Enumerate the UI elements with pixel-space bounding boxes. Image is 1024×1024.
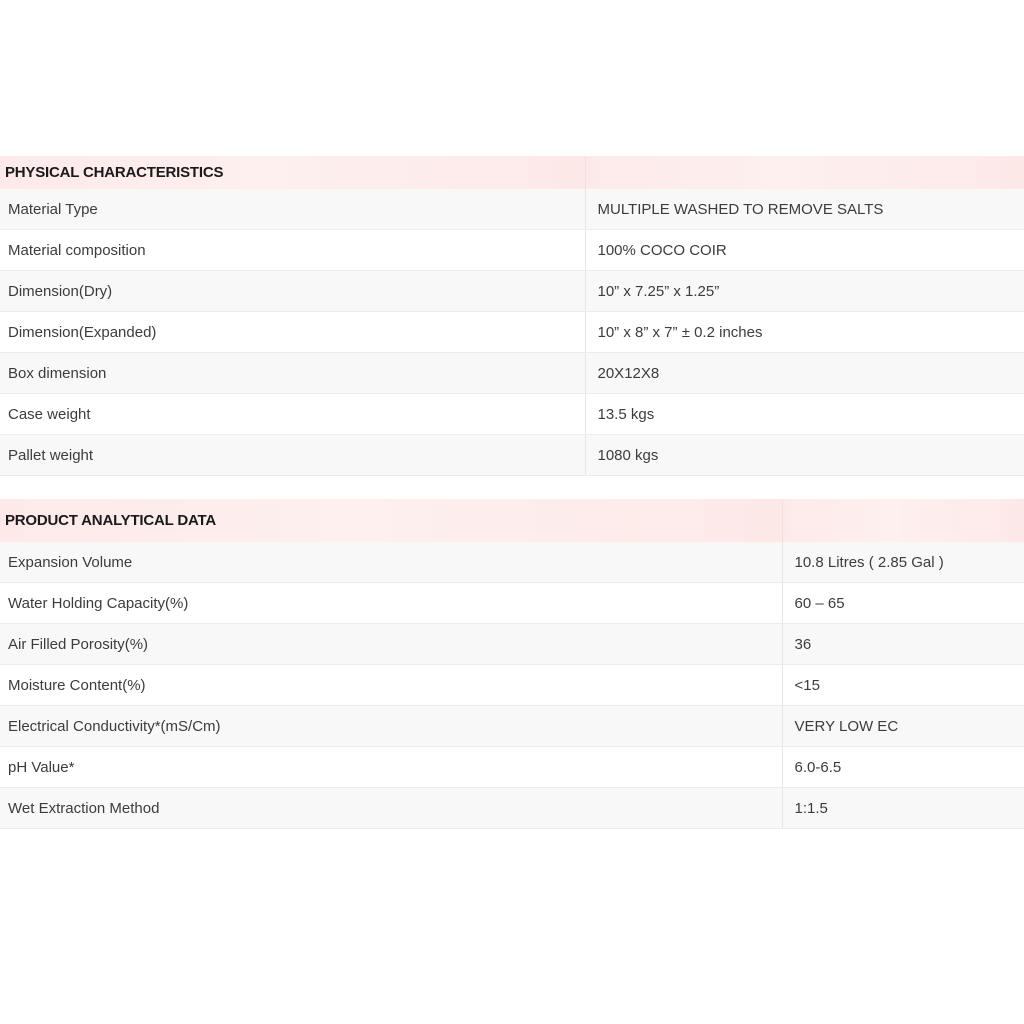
- row-value: MULTIPLE WASHED TO REMOVE SALTS: [585, 189, 1024, 230]
- header-spacer: [782, 499, 1024, 542]
- table-row: [0, 353, 1024, 394]
- row-value: 36: [782, 624, 1024, 665]
- row-value: 6.0-6.5: [782, 747, 1024, 788]
- table-row: [0, 665, 1024, 706]
- row-value: 20X12X8: [585, 353, 1024, 394]
- row-label: Moisture Content(%): [0, 665, 782, 706]
- table-row: [0, 189, 1024, 230]
- table-row: [0, 394, 1024, 435]
- table-row: [0, 624, 1024, 665]
- row-value: 60 – 65: [782, 583, 1024, 624]
- table-header-row: [0, 499, 1024, 542]
- header-spacer: [585, 156, 1024, 189]
- row-label: Material Type: [0, 189, 585, 230]
- row-label: Air Filled Porosity(%): [0, 624, 782, 665]
- row-value: VERY LOW EC: [782, 706, 1024, 747]
- row-value: 13.5 kgs: [585, 394, 1024, 435]
- row-label: Box dimension: [0, 353, 585, 394]
- row-value: 1:1.5: [782, 788, 1024, 829]
- row-value: 10” x 8” x 7” ± 0.2 inches: [585, 312, 1024, 353]
- row-label: Water Holding Capacity(%): [0, 583, 782, 624]
- section-title: PHYSICAL CHARACTERISTICS: [0, 156, 585, 189]
- row-label: Electrical Conductivity*(mS/Cm): [0, 706, 782, 747]
- table-row: [0, 312, 1024, 353]
- table-row: [0, 583, 1024, 624]
- physical-characteristics-table: [0, 156, 1024, 476]
- row-label: Expansion Volume: [0, 542, 782, 583]
- row-label: Material composition: [0, 230, 585, 271]
- table-row: [0, 230, 1024, 271]
- table-header-row: [0, 156, 1024, 189]
- table-row: [0, 788, 1024, 829]
- table-row: [0, 542, 1024, 583]
- row-label: Case weight: [0, 394, 585, 435]
- row-label: Dimension(Expanded): [0, 312, 585, 353]
- table-row: [0, 747, 1024, 788]
- product-analytical-data-table: [0, 499, 1024, 829]
- row-value: 1080 kgs: [585, 435, 1024, 476]
- row-value: 10” x 7.25” x 1.25”: [585, 271, 1024, 312]
- table-row: [0, 435, 1024, 476]
- row-value: 10.8 Litres ( 2.85 Gal ): [782, 542, 1024, 583]
- table-row: [0, 706, 1024, 747]
- row-label: Wet Extraction Method: [0, 788, 782, 829]
- row-label: pH Value*: [0, 747, 782, 788]
- section-title: PRODUCT ANALYTICAL DATA: [0, 499, 782, 542]
- row-value: <15: [782, 665, 1024, 706]
- row-label: Pallet weight: [0, 435, 585, 476]
- table-row: [0, 271, 1024, 312]
- row-label: Dimension(Dry): [0, 271, 585, 312]
- row-value: 100% COCO COIR: [585, 230, 1024, 271]
